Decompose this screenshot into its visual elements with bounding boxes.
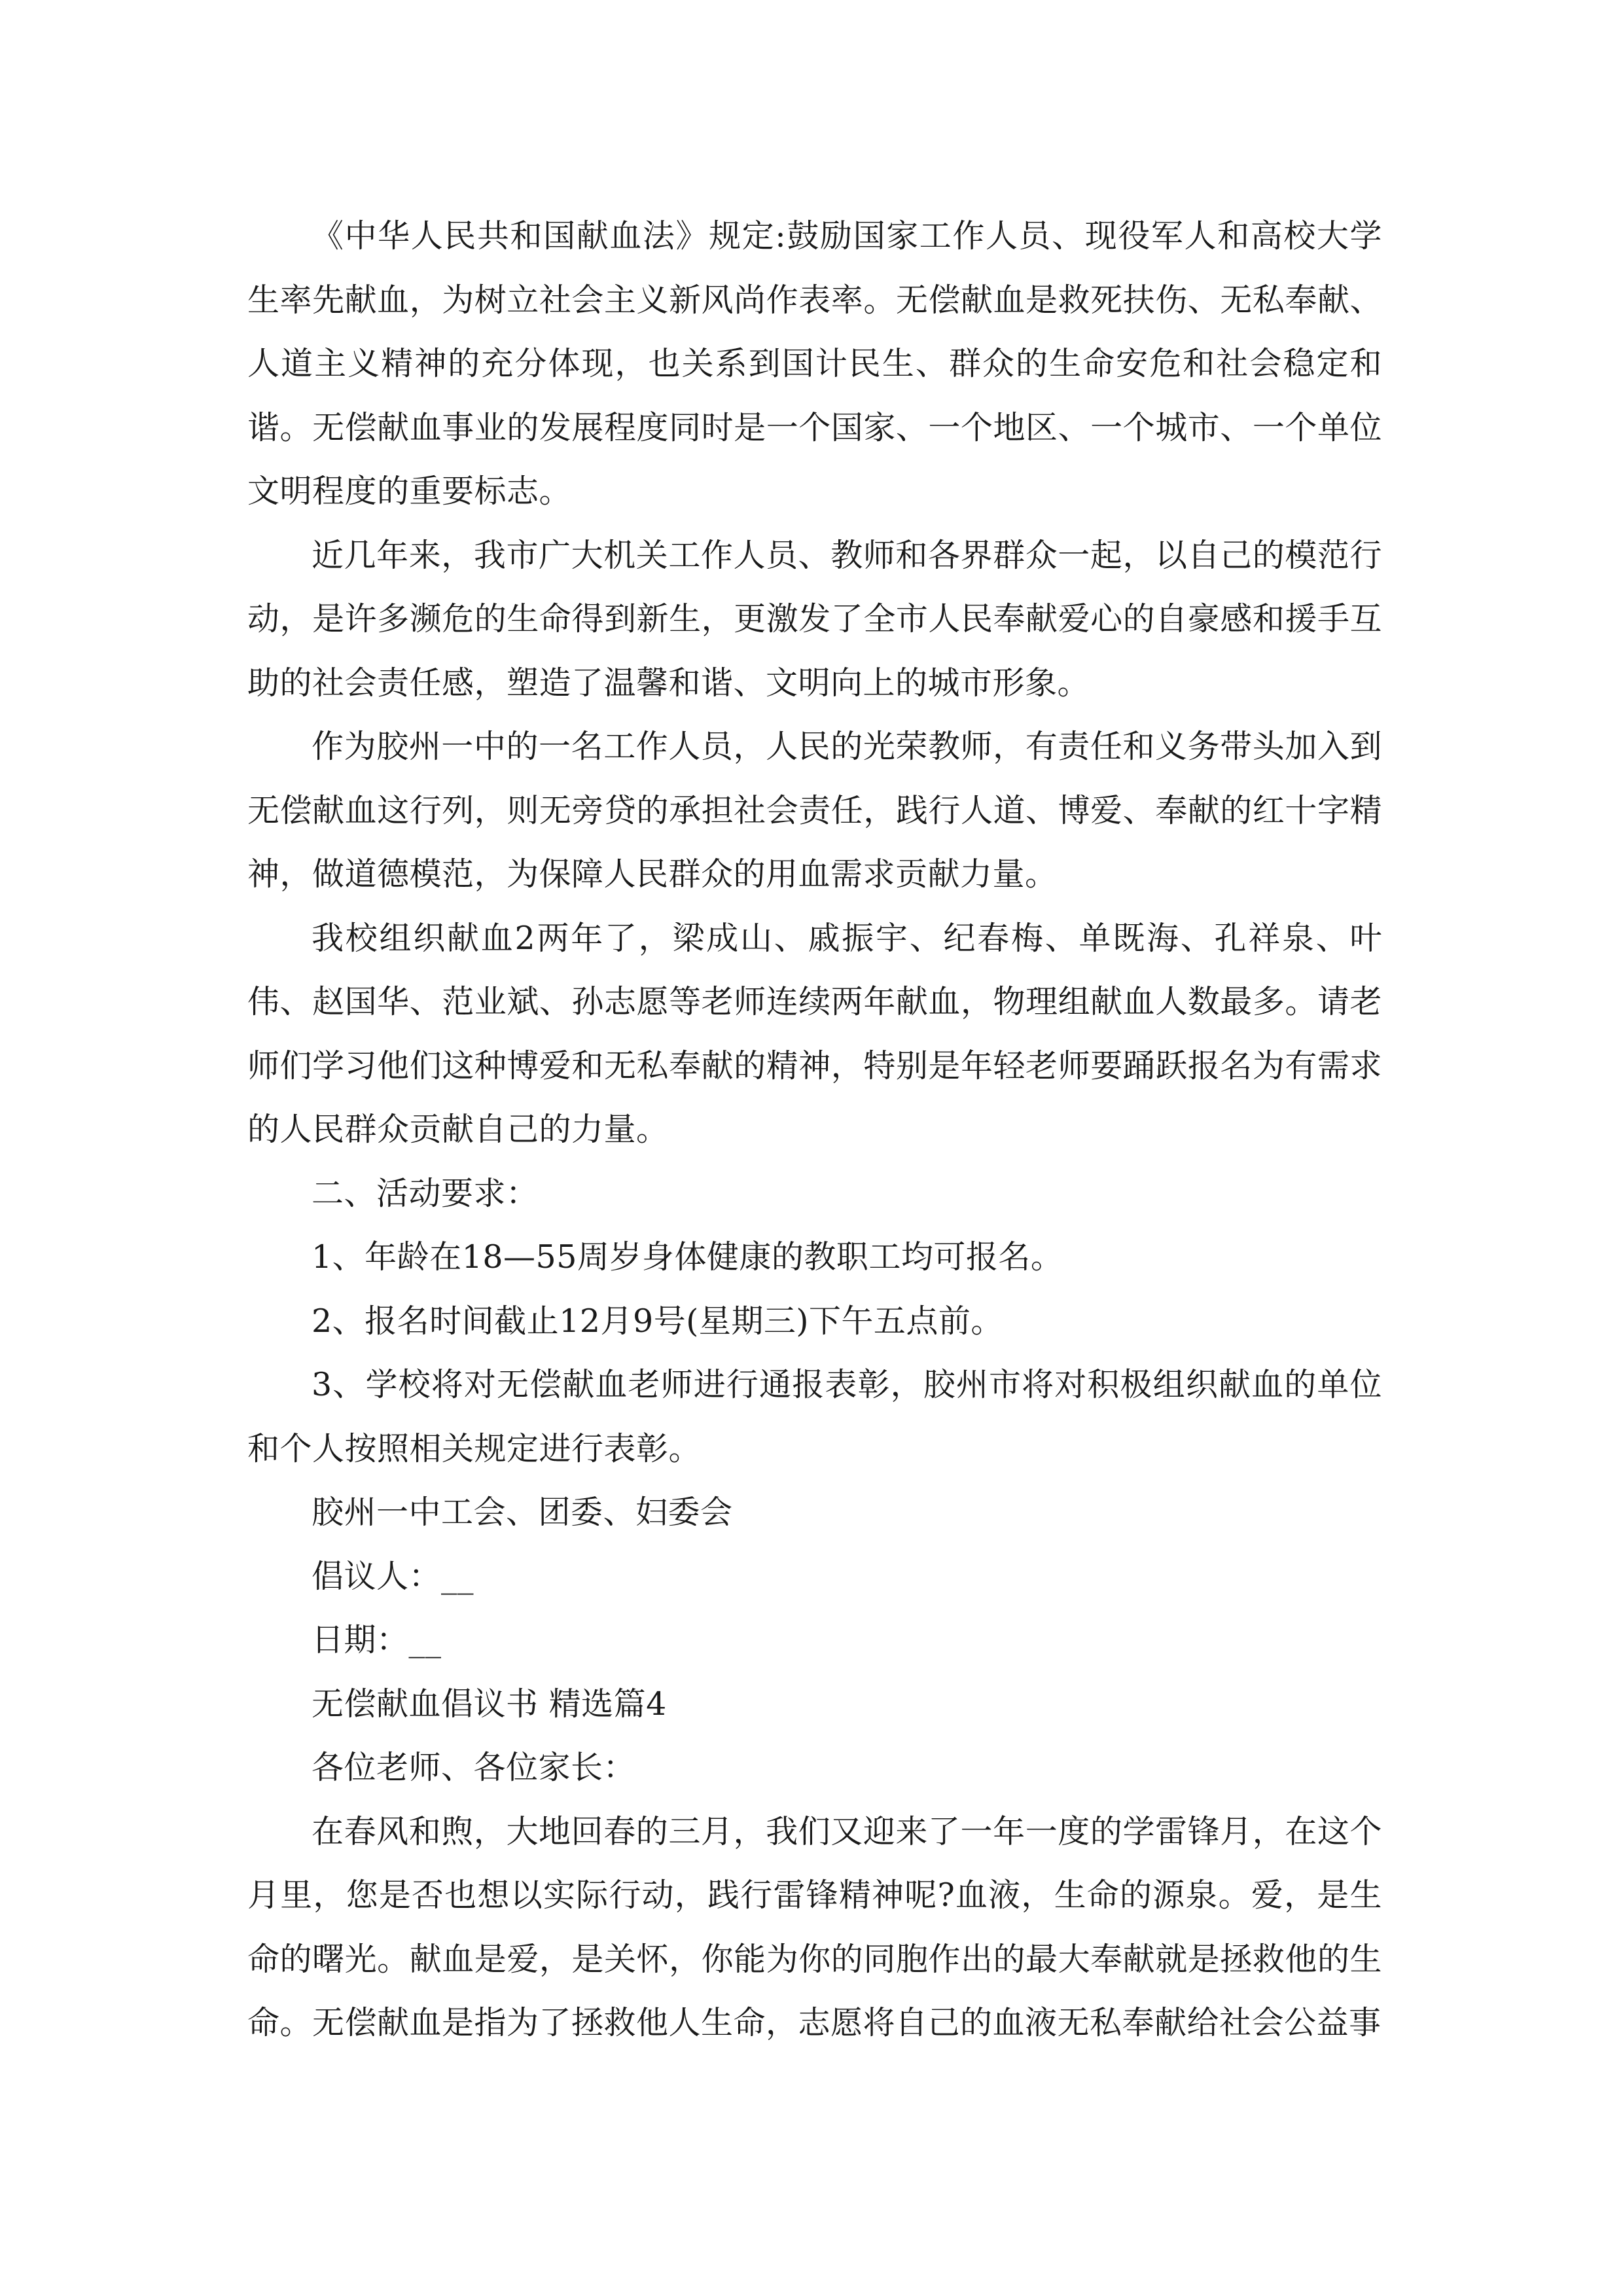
date-line: 日期：__ [312,1621,442,1659]
paragraph-lei-feng-month: 在春风和煦，大地回春的三月，我们又迎来了一年一度的学雷锋月，在这个月里，您是否也想以实际行动，践行雷锋精神呢?血液，生命的源泉。爱，是生命的曙光。献血是爱，是关怀，你能为你的同胞作出的最大奉献就是拯救他的生命。无偿献血是指为了拯救他人生命，志愿将自己的血液无私奉献给社会公益事 [247,1812,1382,2041]
paragraph-school-donors: 我校组织献血2两年了，梁成山、戚振宇、纪春梅、单既海、孔祥泉、叶伟、赵国华、范业斌、孙志愿等老师连续两年献血，物理组献血人数最多。请老师们学习他们这种博爱和无私奉献的精神，特别是年轻老师要踊跃报名为有需求的人民群众贡献自己的力量。 [247,919,1382,1148]
requirement-item: 3、学校将对无偿献血老师进行通报表彰，胶州市将对积极组织献血的单位和个人按照相关规定进行表彰。 [247,1366,1382,1467]
next-section-title: 无偿献血倡议书 精选篇4 [312,1685,667,1723]
requirement-item: 1、年龄在18—55周岁身体健康的教职工均可报名。 [312,1238,1063,1276]
paragraph-teacher-role: 作为胶州一中的一名工作人员，人民的光荣教师，有责任和义务带头加入到无偿献血这行列，则无旁贷的承担社会责任，践行人道、博爱、奉献的红十字精神，做道德模范，为保障人民群众的用血需求贡献力量。 [247,728,1382,893]
paragraph-city-donation: 近几年来，我市广大机关工作人员、教师和各界群众一起，以自己的模范行动，是许多濒危的生命得到新生，更激发了全市人民奉献爱心的自豪感和援手互助的社会责任感，塑造了温馨和谐、文明向上的城市形象。 [247,536,1382,702]
requirement-item: 2、报名时间截止12月9号(星期三)下午五点前。 [312,1302,1003,1340]
salutation: 各位老师、各位家长： [312,1749,636,1786]
initiator-line: 倡议人：__ [312,1557,474,1595]
requirements-heading: 二、活动要求： [312,1174,539,1212]
paragraph-blood-donation-law: 《中华人民共和国献血法》规定:鼓励国家工作人员、现役军人和高校大学生率先献血，为树立社会主义新风尚作表率。无偿献血是救死扶伤、无私奉献、人道主义精神的充分体现，也关系到国计民生、群众的生命安危和社会稳定和谐。无偿献血事业的发展程度同时是一个国家、一个地区、一个城市、一个单位文明程度的重要标志。 [247,217,1382,510]
organizer-signature: 胶州一中工会、团委、妇委会 [312,1494,733,1531]
document-body [247,204,1382,2055]
